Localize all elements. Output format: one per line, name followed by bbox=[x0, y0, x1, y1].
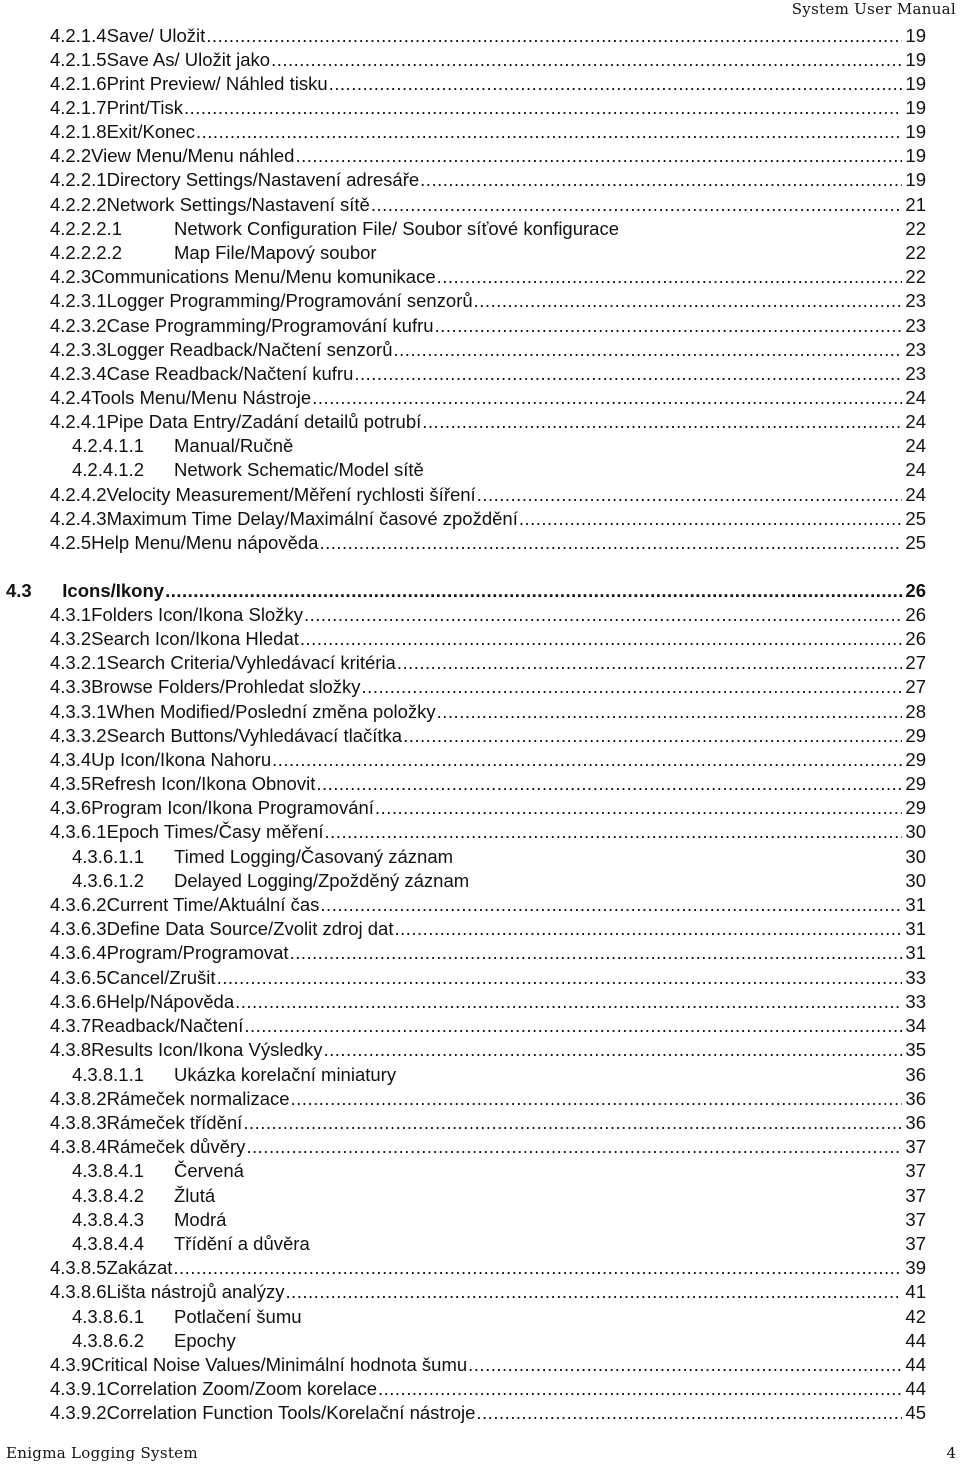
toc-entry-title: Directory Settings/Nastavení adresáře bbox=[106, 169, 420, 190]
toc-entry-title: Critical Noise Values/Minimální hodnota šumu bbox=[91, 1354, 468, 1375]
toc-entry-number: 4.3.8.6 bbox=[50, 1281, 107, 1302]
toc-entry-number: 4.3.3.2 bbox=[50, 725, 107, 746]
toc-entry[interactable] bbox=[50, 1280, 926, 1304]
toc-entry-title: Maximum Time Delay/Maximální časové zpoždění bbox=[106, 508, 518, 529]
toc-entry-page: 36 bbox=[905, 1088, 926, 1109]
toc-dot-leader bbox=[244, 1014, 902, 1038]
toc-entry-number: 4.3.6.4 bbox=[50, 942, 107, 963]
toc-entry[interactable] bbox=[50, 917, 926, 941]
toc-entry-number: 4.2.1.6 bbox=[50, 73, 107, 94]
toc-entry[interactable] bbox=[50, 990, 926, 1014]
toc-entry[interactable] bbox=[50, 314, 926, 338]
toc-entry[interactable] bbox=[50, 338, 926, 362]
toc-entry[interactable] bbox=[50, 627, 926, 651]
toc-entry-page: 30 bbox=[905, 821, 926, 842]
toc-dot-leader bbox=[206, 24, 902, 48]
toc-entry-number: 4.3.6.1.2 bbox=[72, 870, 145, 891]
toc-entry-page: 37 bbox=[905, 1136, 926, 1157]
toc-entry-title: Tools Menu/Menu Nástroje bbox=[91, 387, 312, 408]
toc-entry[interactable] bbox=[50, 966, 926, 990]
toc-entry-title: Manual/Ručně bbox=[174, 435, 294, 456]
toc-entry-number: 4.2.4.3 bbox=[50, 508, 107, 529]
toc-entry[interactable] bbox=[72, 1063, 926, 1087]
toc-entry-number: 4.3.8.5 bbox=[50, 1257, 107, 1278]
toc-entry-page: 44 bbox=[905, 1354, 926, 1375]
toc-dot-leader bbox=[437, 265, 902, 289]
toc-entry-page: 19 bbox=[905, 145, 926, 166]
toc-entry-title: Results Icon/Ikona Výsledky bbox=[91, 1039, 323, 1060]
toc-entry-page: 23 bbox=[905, 339, 926, 360]
toc-entry-number: 4.3.8.4.3 bbox=[72, 1209, 145, 1230]
toc-entry-page: 33 bbox=[905, 967, 926, 988]
toc-entry-page: 29 bbox=[905, 725, 926, 746]
toc-entry-page: 19 bbox=[905, 73, 926, 94]
toc-entry-page: 36 bbox=[905, 1064, 926, 1085]
toc-dot-leader bbox=[324, 1038, 902, 1062]
toc-entry-page: 23 bbox=[905, 290, 926, 311]
toc-entry[interactable] bbox=[50, 410, 926, 434]
toc-dot-leader bbox=[290, 941, 902, 965]
toc-entry-page: 31 bbox=[905, 894, 926, 915]
toc-dot-leader bbox=[403, 724, 902, 748]
toc-entry[interactable] bbox=[50, 217, 926, 241]
toc-entry-number: 4.3.6.6 bbox=[50, 991, 107, 1012]
toc-entry[interactable] bbox=[50, 72, 926, 96]
toc-entry-title: Network Schematic/Model sítě bbox=[174, 459, 424, 480]
toc-entry-page: 28 bbox=[905, 701, 926, 722]
toc-entry-number: 4.3.8.6.2 bbox=[72, 1330, 145, 1351]
toc-dot-leader bbox=[435, 314, 902, 338]
toc-entry[interactable] bbox=[50, 724, 926, 748]
toc-dot-leader bbox=[319, 531, 902, 555]
toc-entry-title: Case Readback/Načtení kufru bbox=[106, 363, 354, 384]
toc-entry-page: 25 bbox=[905, 532, 926, 553]
toc-dot-leader bbox=[354, 362, 902, 386]
toc-entry[interactable] bbox=[50, 120, 926, 144]
toc-entry-number: 4.3.9.2 bbox=[50, 1402, 107, 1423]
toc-entry[interactable] bbox=[72, 1329, 926, 1353]
toc-dot-leader bbox=[291, 1087, 902, 1111]
toc-entry-page: 24 bbox=[905, 387, 926, 408]
toc-entry[interactable] bbox=[50, 1377, 926, 1401]
toc-entry-title: Help/Nápověda bbox=[106, 991, 235, 1012]
toc-entry-title: Search Icon/Ikona Hledat bbox=[91, 628, 299, 649]
toc-entry-number: 4.2.4.1.1 bbox=[72, 435, 145, 456]
toc-dot-leader bbox=[271, 48, 902, 72]
toc-entry[interactable] bbox=[50, 796, 926, 820]
toc-entry-title: Help Menu/Menu nápověda bbox=[91, 532, 319, 553]
footer-page-number: 4 bbox=[946, 1444, 956, 1462]
toc-entry-number: 4.3.2 bbox=[50, 628, 92, 649]
toc-entry-page: 25 bbox=[905, 508, 926, 529]
toc-dot-leader bbox=[165, 579, 902, 603]
toc-dot-leader bbox=[304, 603, 902, 627]
toc-entry[interactable] bbox=[50, 820, 926, 844]
toc-entry-page: 26 bbox=[905, 604, 926, 625]
toc-entry-title: Up Icon/Ikona Nahoru bbox=[91, 749, 272, 770]
toc-dot-leader bbox=[375, 796, 902, 820]
toc-dot-leader bbox=[397, 651, 902, 675]
toc-entry-title: Modrá bbox=[174, 1209, 227, 1230]
toc-dot-leader bbox=[437, 700, 902, 724]
toc-entry-page: 22 bbox=[905, 218, 926, 239]
toc-entry-title: Map File/Mapový soubor bbox=[174, 242, 377, 263]
toc-entry-number: 4.2.3.3 bbox=[50, 339, 107, 360]
toc-entry-page: 33 bbox=[905, 991, 926, 1012]
toc-entry[interactable] bbox=[50, 1087, 926, 1111]
toc-entry[interactable] bbox=[50, 1353, 926, 1377]
toc-entry-page: 22 bbox=[905, 242, 926, 263]
toc-entry[interactable] bbox=[50, 651, 926, 675]
toc-entry-title: Delayed Logging/Zpožděný záznam bbox=[174, 870, 470, 891]
toc-entry-page: 24 bbox=[905, 435, 926, 456]
toc-dot-leader bbox=[235, 990, 902, 1014]
toc-entry-number: 4.3.6.1 bbox=[50, 821, 107, 842]
toc-entry[interactable] bbox=[50, 748, 926, 772]
toc-entry-page: 44 bbox=[905, 1378, 926, 1399]
toc-entry[interactable] bbox=[50, 1014, 926, 1038]
toc-entry-number: 4.3 bbox=[6, 580, 32, 601]
toc-entry-number: 4.3.9 bbox=[50, 1354, 92, 1375]
toc-entry[interactable] bbox=[72, 1159, 926, 1183]
toc-entry-number: 4.3.9.1 bbox=[50, 1378, 107, 1399]
toc-dot-leader bbox=[468, 1353, 902, 1377]
toc-dot-leader bbox=[272, 748, 902, 772]
toc-entry[interactable] bbox=[50, 241, 926, 265]
toc-entry-page: 34 bbox=[905, 1015, 926, 1036]
toc-entry-title: View Menu/Menu náhled bbox=[91, 145, 295, 166]
toc-entry-title: Save/ Uložit bbox=[106, 25, 206, 46]
toc-entry-title: Třídění a důvěra bbox=[174, 1233, 310, 1254]
toc-entry-title: Epoch Times/Časy měření bbox=[106, 821, 324, 842]
toc-entry-number: 4.2.4.2 bbox=[50, 484, 107, 505]
toc-entry[interactable] bbox=[50, 1401, 926, 1425]
toc-entry-number: 4.2.2.2.2 bbox=[50, 242, 123, 263]
toc-dot-leader bbox=[420, 168, 902, 192]
toc-entry-title: Pipe Data Entry/Zadání detailů potrubí bbox=[106, 411, 422, 432]
running-header: System User Manual bbox=[791, 0, 956, 18]
toc-entry-title: Search Buttons/Vyhledávací tlačítka bbox=[106, 725, 403, 746]
toc-entry-title: Cancel/Zrušit bbox=[106, 967, 216, 988]
toc-entry[interactable] bbox=[72, 458, 926, 482]
toc-entry[interactable] bbox=[50, 507, 926, 531]
toc-entry-number: 4.2.4.1.2 bbox=[72, 459, 145, 480]
toc-entry-number: 4.2.5 bbox=[50, 532, 92, 553]
toc-dot-leader bbox=[519, 507, 902, 531]
toc-entry-page: 29 bbox=[905, 773, 926, 794]
toc-entry-page: 26 bbox=[905, 580, 926, 601]
toc-dot-leader bbox=[474, 289, 902, 313]
toc-dot-leader bbox=[393, 338, 902, 362]
toc-entry-title: Define Data Source/Zvolit zdroj dat bbox=[106, 918, 394, 939]
toc-entry-number: 4.2.2 bbox=[50, 145, 92, 166]
toc-dot-leader bbox=[312, 386, 902, 410]
toc-entry-page: 23 bbox=[905, 363, 926, 384]
toc-entry-title: Search Criteria/Vyhledávací kritéria bbox=[106, 652, 396, 673]
toc-entry-title: Program/Programovat bbox=[106, 942, 289, 963]
toc-entry[interactable] bbox=[50, 96, 926, 120]
toc-entry[interactable] bbox=[50, 168, 926, 192]
toc-entry-page: 27 bbox=[905, 676, 926, 697]
toc-entry-title: Case Programming/Programování kufru bbox=[106, 315, 434, 336]
toc-entry-number: 4.3.8.3 bbox=[50, 1112, 107, 1133]
toc-entry-title: Icons/Ikony bbox=[62, 580, 165, 601]
toc-entry-page: 29 bbox=[905, 797, 926, 818]
toc-entry[interactable] bbox=[50, 48, 926, 72]
toc-entry-title: Folders Icon/Ikona Složky bbox=[91, 604, 303, 625]
toc-entry-page: 37 bbox=[905, 1160, 926, 1181]
toc-entry-number: 4.2.1.4 bbox=[50, 25, 107, 46]
toc-entry[interactable] bbox=[72, 1305, 926, 1329]
toc-entry-page: 26 bbox=[905, 628, 926, 649]
toc-dot-leader bbox=[184, 96, 902, 120]
toc-dot-leader bbox=[325, 820, 902, 844]
toc-entry[interactable] bbox=[50, 483, 926, 507]
toc-entry-number: 4.3.8.4 bbox=[50, 1136, 107, 1157]
toc-entry-page: 21 bbox=[905, 194, 926, 215]
toc-entry-title: Communications Menu/Menu komunikace bbox=[91, 266, 436, 287]
toc-entry[interactable] bbox=[72, 869, 926, 893]
toc-entry[interactable] bbox=[50, 941, 926, 965]
toc-dot-leader bbox=[196, 120, 902, 144]
toc-dot-leader bbox=[316, 772, 902, 796]
toc-entry[interactable] bbox=[72, 1232, 926, 1256]
toc-entry[interactable] bbox=[50, 24, 926, 48]
toc-entry-page: 42 bbox=[905, 1306, 926, 1327]
toc-entry-page: 22 bbox=[905, 266, 926, 287]
toc-entry-title: Zakázat bbox=[106, 1257, 173, 1278]
toc-entry-page: 30 bbox=[905, 870, 926, 891]
toc-entry-page: 24 bbox=[905, 459, 926, 480]
toc-entry-page: 19 bbox=[905, 25, 926, 46]
toc-entry-page: 30 bbox=[905, 846, 926, 867]
toc-entry-page: 31 bbox=[905, 942, 926, 963]
toc-dot-leader bbox=[300, 627, 902, 651]
toc-entry-title: Velocity Measurement/Měření rychlosti šíření bbox=[106, 484, 476, 505]
toc-dot-leader bbox=[362, 675, 902, 699]
toc-entry-page: 24 bbox=[905, 484, 926, 505]
toc-entry-page: 27 bbox=[905, 652, 926, 673]
toc-entry-number: 4.3.8 bbox=[50, 1039, 92, 1060]
toc-entry-number: 4.2.1.8 bbox=[50, 121, 107, 142]
toc-entry-number: 4.3.8.4.4 bbox=[72, 1233, 145, 1254]
toc-entry-title: Epochy bbox=[174, 1330, 236, 1351]
toc-entry-page: 37 bbox=[905, 1185, 926, 1206]
toc-entry-title: When Modified/Poslední změna položky bbox=[106, 701, 436, 722]
toc-entry-page: 24 bbox=[905, 411, 926, 432]
toc-entry-title: Rámeček důvěry bbox=[106, 1136, 246, 1157]
toc-dot-leader bbox=[476, 1401, 902, 1425]
toc-dot-leader bbox=[295, 144, 902, 168]
toc-entry[interactable] bbox=[72, 845, 926, 869]
toc-entry-number: 4.3.3.1 bbox=[50, 701, 107, 722]
toc-entry-number: 4.3.8.4.2 bbox=[72, 1185, 145, 1206]
toc-entry[interactable] bbox=[50, 772, 926, 796]
toc-entry-number: 4.2.2.2 bbox=[50, 194, 107, 215]
toc-entry[interactable] bbox=[6, 579, 926, 603]
toc-entry[interactable] bbox=[50, 1135, 926, 1159]
toc-entry-page: 19 bbox=[905, 97, 926, 118]
toc-entry-number: 4.2.3.1 bbox=[50, 290, 107, 311]
toc-entry-title: Print Preview/ Náhled tisku bbox=[106, 73, 328, 94]
toc-dot-leader bbox=[285, 1280, 902, 1304]
toc-entry[interactable] bbox=[50, 1038, 926, 1062]
toc-entry-number: 4.3.4 bbox=[50, 749, 92, 770]
toc-entry-number: 4.2.3.2 bbox=[50, 315, 107, 336]
toc-entry[interactable] bbox=[50, 603, 926, 627]
toc-entry[interactable] bbox=[50, 193, 926, 217]
toc-dot-leader bbox=[422, 410, 902, 434]
toc-dot-leader bbox=[394, 917, 902, 941]
toc-entry-page: 29 bbox=[905, 749, 926, 770]
toc-dot-leader bbox=[173, 1256, 902, 1280]
toc-entry-number: 4.3.8.4.1 bbox=[72, 1160, 145, 1181]
toc-entry-title: Program Icon/Ikona Programování bbox=[91, 797, 374, 818]
toc-entry-page: 35 bbox=[905, 1039, 926, 1060]
toc-entry-title: Žlutá bbox=[174, 1185, 216, 1206]
toc-entry-title: Ukázka korelační miniatury bbox=[174, 1064, 397, 1085]
toc-entry-page: 39 bbox=[905, 1257, 926, 1278]
toc-entry[interactable] bbox=[50, 700, 926, 724]
toc-entry-title: Save As/ Uložit jako bbox=[106, 49, 271, 70]
toc-entry-title: Correlation Function Tools/Korelační nástroje bbox=[106, 1402, 476, 1423]
toc-dot-leader bbox=[243, 1111, 902, 1135]
toc-entry-number: 4.3.1 bbox=[50, 604, 92, 625]
toc-entry-number: 4.3.6 bbox=[50, 797, 92, 818]
toc-entry-number: 4.3.6.2 bbox=[50, 894, 107, 915]
toc-entry-title: Refresh Icon/Ikona Obnovit bbox=[91, 773, 316, 794]
toc-entry-page: 31 bbox=[905, 918, 926, 939]
toc-entry-title: Rámeček normalizace bbox=[106, 1088, 290, 1109]
toc-entry-title: Correlation Zoom/Zoom korelace bbox=[106, 1378, 377, 1399]
toc-entry-title: Logger Programming/Programování senzorů bbox=[106, 290, 473, 311]
toc-entry[interactable] bbox=[72, 1208, 926, 1232]
toc-entry-number: 4.2.3.4 bbox=[50, 363, 107, 384]
toc-entry-page: 44 bbox=[905, 1330, 926, 1351]
toc-entry[interactable] bbox=[50, 1256, 926, 1280]
toc-entry-title: Network Configuration File/ Soubor síťové konfigurace bbox=[174, 218, 619, 239]
toc-dot-leader bbox=[246, 1135, 902, 1159]
toc-dot-leader bbox=[378, 1377, 902, 1401]
toc-entry-number: 4.3.2.1 bbox=[50, 652, 107, 673]
toc-entry[interactable] bbox=[50, 675, 926, 699]
toc-entry-title: Browse Folders/Prohledat složky bbox=[91, 676, 361, 697]
toc-entry-page: 37 bbox=[905, 1233, 926, 1254]
toc-entry-title: Exit/Konec bbox=[106, 121, 196, 142]
toc-entry-title: Lišta nástrojů analýzy bbox=[106, 1281, 285, 1302]
toc-entry-title: Network Settings/Nastavení sítě bbox=[106, 194, 370, 215]
toc-dot-leader bbox=[477, 483, 902, 507]
toc-entry-page: 41 bbox=[905, 1281, 926, 1302]
toc-entry[interactable] bbox=[50, 893, 926, 917]
toc-entry[interactable] bbox=[50, 144, 926, 168]
toc-entry-number: 4.2.1.5 bbox=[50, 49, 107, 70]
toc-entry-page: 36 bbox=[905, 1112, 926, 1133]
toc-entry[interactable] bbox=[50, 362, 926, 386]
toc-entry-number: 4.3.5 bbox=[50, 773, 92, 794]
toc-entry[interactable] bbox=[50, 289, 926, 313]
toc-entry-number: 4.3.8.6.1 bbox=[72, 1306, 145, 1327]
toc-entry[interactable] bbox=[50, 531, 926, 555]
toc-entry-page: 37 bbox=[905, 1209, 926, 1230]
toc-dot-leader bbox=[217, 966, 902, 990]
toc-entry-title: Timed Logging/Časovaný záznam bbox=[174, 846, 454, 867]
toc-entry-title: Print/Tisk bbox=[106, 97, 183, 118]
toc-entry-title: Potlačení šumu bbox=[174, 1306, 302, 1327]
toc-entry-number: 4.2.2.1 bbox=[50, 169, 107, 190]
toc-entry-number: 4.2.1.7 bbox=[50, 97, 107, 118]
toc-entry-number: 4.2.2.2.1 bbox=[50, 218, 123, 239]
toc-entry-title: Current Time/Aktuální čas bbox=[106, 894, 320, 915]
toc-dot-leader bbox=[329, 72, 902, 96]
toc-entry-page: 19 bbox=[905, 169, 926, 190]
toc-entry-number: 4.2.4 bbox=[50, 387, 92, 408]
toc-entry-number: 4.3.3 bbox=[50, 676, 92, 697]
toc-entry[interactable] bbox=[72, 434, 926, 458]
toc-entry[interactable] bbox=[50, 1111, 926, 1135]
toc-entry-page: 19 bbox=[905, 121, 926, 142]
toc-entry-number: 4.3.8.1.1 bbox=[72, 1064, 145, 1085]
toc-entry-title: Logger Readback/Načtení senzorů bbox=[106, 339, 393, 360]
toc-entry-page: 23 bbox=[905, 315, 926, 336]
toc-entry-number: 4.3.7 bbox=[50, 1015, 92, 1036]
footer-document-title: Enigma Logging System bbox=[6, 1444, 198, 1462]
toc-entry-number: 4.3.6.1.1 bbox=[72, 846, 145, 867]
toc-entry-title: Rámeček třídění bbox=[106, 1112, 243, 1133]
toc-dot-leader bbox=[320, 893, 902, 917]
toc-entry[interactable] bbox=[72, 1184, 926, 1208]
toc-entry-page: 45 bbox=[905, 1402, 926, 1423]
toc-entry-number: 4.3.6.5 bbox=[50, 967, 107, 988]
toc-entry-title: Červená bbox=[174, 1160, 244, 1181]
toc-entry[interactable] bbox=[50, 265, 926, 289]
toc-dot-leader bbox=[371, 193, 902, 217]
toc-entry-number: 4.3.6.3 bbox=[50, 918, 107, 939]
toc-entry-title: Readback/Načtení bbox=[91, 1015, 244, 1036]
toc-entry-page: 19 bbox=[905, 49, 926, 70]
toc-entry[interactable] bbox=[50, 386, 926, 410]
toc-entry-number: 4.3.8.2 bbox=[50, 1088, 107, 1109]
toc-entry-number: 4.2.4.1 bbox=[50, 411, 107, 432]
toc-entry-number: 4.2.3 bbox=[50, 266, 92, 287]
